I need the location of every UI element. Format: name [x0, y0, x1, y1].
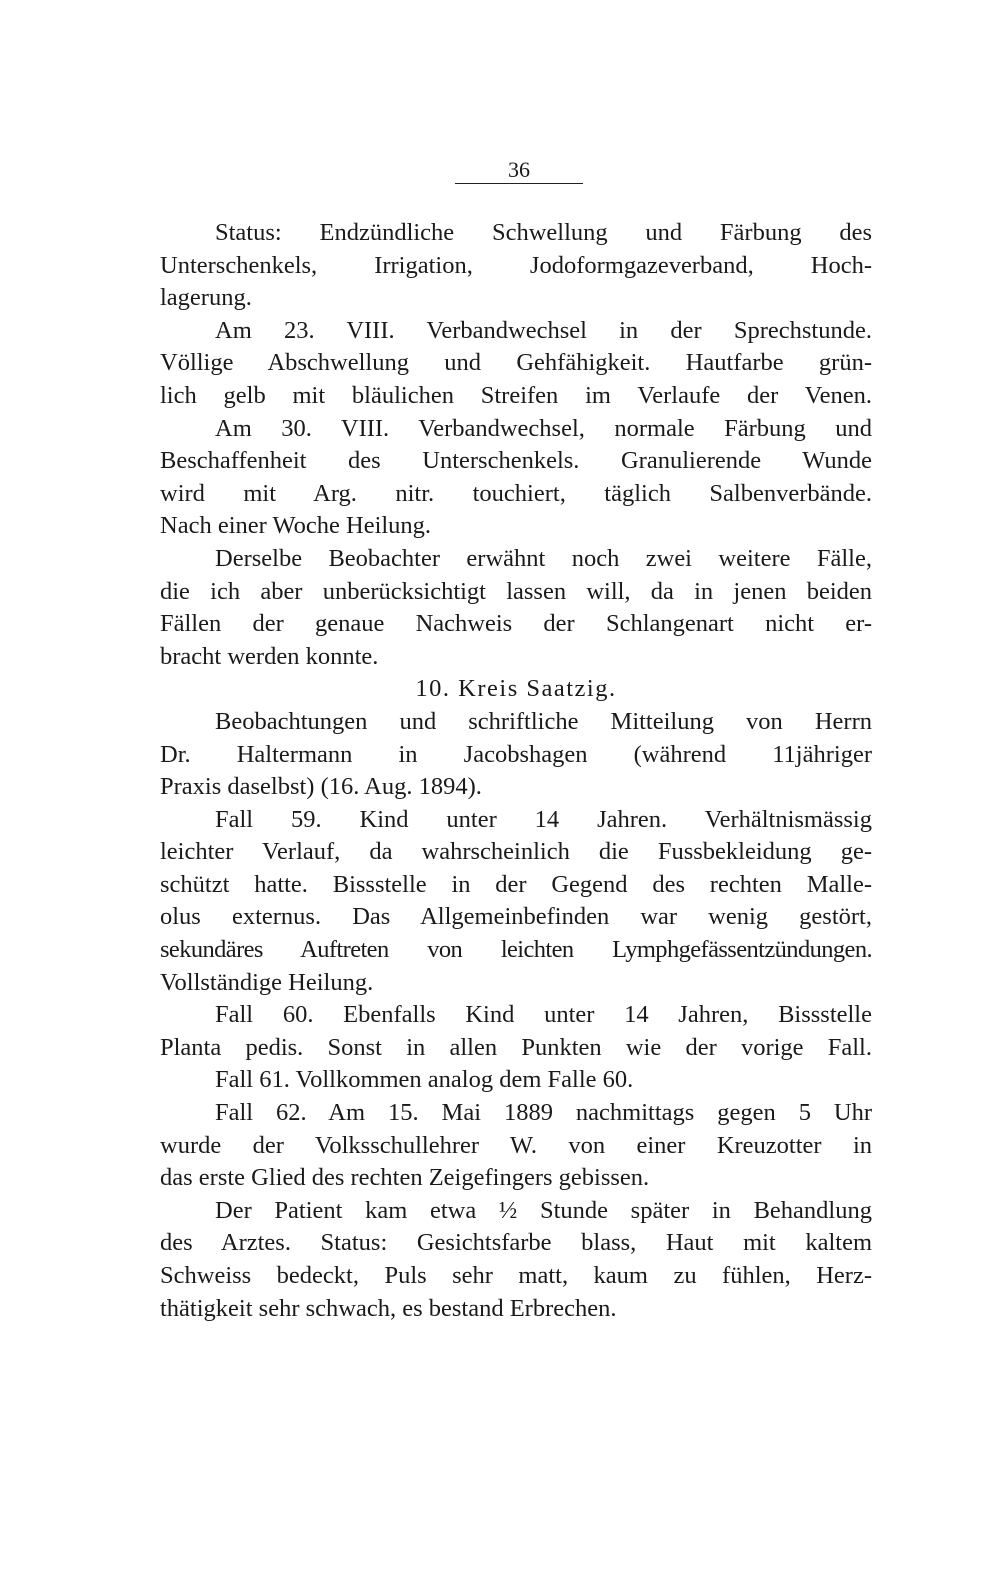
body-text — [160, 217, 872, 1325]
text-line: lagerung. — [160, 284, 252, 312]
text-line: wird mit Arg. nitr. touchiert, täglich Salbenverbände. — [160, 479, 872, 507]
text-line: sekundäres Auftreten von leichten Lymphgefässentzündungen. — [160, 936, 872, 964]
page-number-rule — [455, 183, 583, 184]
text-line: olus externus. Das Allgemeinbefinden war wenig gestört, — [160, 903, 872, 931]
text-line: Planta pedis. Sonst in allen Punkten wie der vorige Fall. — [160, 1033, 872, 1061]
text-line: Beobachtungen und schriftliche Mitteilung von Herrn — [215, 707, 872, 735]
text-line: Fall 60. Ebenfalls Kind unter 14 Jahren, Bissstelle — [215, 1001, 872, 1029]
text-line: Vollständige Heilung. — [160, 968, 374, 996]
text-line: Unterschenkels, Irrigation, Jodoformgazeverband, Hoch- — [160, 251, 872, 279]
text-line: wurde der Volksschullehrer W. von einer Kreuzotter in — [160, 1131, 872, 1159]
text-line: Schweiss bedeckt, Puls sehr matt, kaum zu fühlen, Herz- — [160, 1262, 872, 1289]
text-line: bracht werden konnte. — [160, 642, 379, 670]
text-line: Dr. Haltermann in Jacobshagen (während 11jähriger — [160, 740, 872, 768]
text-line: Der Patient kam etwa ½ Stunde später in Behandlung — [215, 1196, 872, 1224]
text-line: schützt hatte. Bissstelle in der Gegend des rechten Malle- — [160, 870, 872, 898]
text-line: die ich aber unberücksichtigt lassen will, da in jenen beiden — [160, 577, 872, 605]
text-line: Praxis daselbst) (16. Aug. 1894). — [160, 773, 482, 801]
text-line: Beschaffenheit des Unterschenkels. Granulierende Wunde — [160, 447, 872, 475]
text-line: Fall 59. Kind unter 14 Jahren. Verhältnismässig — [215, 805, 872, 833]
text-line: Am 30. VIII. Verbandwechsel, normale Färbung und — [215, 414, 872, 442]
text-line: Nach einer Woche Heilung. — [160, 512, 432, 540]
text-line: Fällen der genaue Nachweis der Schlangenart nicht er- — [160, 610, 872, 638]
page-number: 36 — [508, 157, 530, 182]
text-line: das erste Glied des rechten Zeigefingers gebissen. — [160, 1164, 650, 1192]
text-line: thätigkeit sehr schwach, es bestand Erbrechen. — [160, 1294, 617, 1322]
text-line: leichter Verlauf, da wahrscheinlich die Fussbekleidung ge- — [160, 838, 872, 866]
text-line: lich gelb mit bläulichen Streifen im Verlaufe der Venen. — [160, 381, 872, 409]
text-line: Fall 62. Am 15. Mai 1889 nachmittags gegen 5 Uhr — [215, 1099, 872, 1127]
text-line: Am 23. VIII. Verbandwechsel in der Sprechstunde. — [215, 316, 872, 344]
text-line: Fall 61. Vollkommen analog dem Falle 60. — [215, 1066, 634, 1094]
text-line: Derselbe Beobachter erwähnt noch zwei weitere Fälle, — [215, 544, 872, 572]
text-line: des Arztes. Status: Gesichtsfarbe blass, Haut mit kaltem — [160, 1229, 872, 1257]
section-heading: 10. Kreis Saatzig. — [415, 675, 617, 703]
text-line: Status: Endzündliche Schwellung und Färbung des — [215, 219, 872, 246]
text-line: Völlige Abschwellung und Gehfähigkeit. Hautfarbe grün- — [160, 349, 872, 377]
